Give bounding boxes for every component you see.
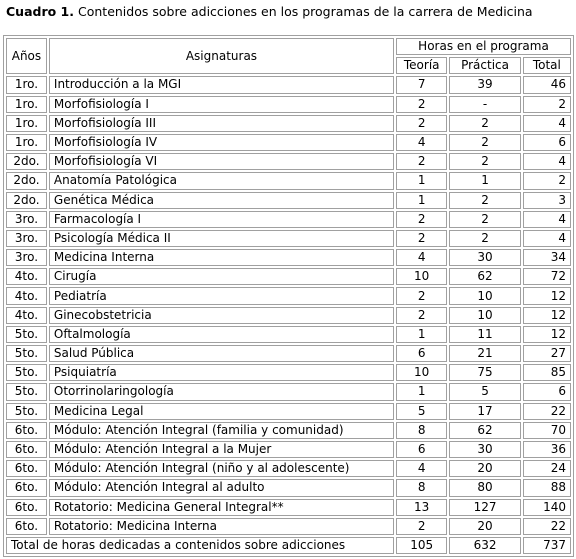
table-row [6,172,571,189]
cell-theory: 8 [396,479,447,496]
table-row [6,422,571,439]
table-row [6,307,571,324]
cell-subject: Ginecobstetricia [49,307,394,324]
table-row [6,153,571,170]
cell-subject: Módulo: Atención Integral (niño y al adolescente) [49,460,394,477]
cell-total: 70 [523,422,571,439]
table-row [6,249,571,266]
table-row [6,460,571,477]
cell-subject: Morfofisiología III [49,115,394,132]
table-row [6,441,571,458]
cell-practice: 2 [449,230,520,247]
cell-year: 3ro. [6,249,47,266]
cell-theory: 13 [396,499,447,516]
table-row [6,76,571,93]
table-row [6,287,571,304]
header-row-1 [6,38,571,55]
table-row [6,115,571,132]
header-subjects: Asignaturas [49,38,394,74]
cell-subject: Salud Pública [49,345,394,362]
table-row [6,518,571,535]
cell-practice: 2 [449,153,520,170]
cell-subject: Cirugía [49,268,394,285]
cell-total: 4 [523,153,571,170]
cell-total: 4 [523,211,571,228]
cell-practice: 30 [449,441,520,458]
cell-theory: 2 [396,153,447,170]
cell-year: 6to. [6,422,47,439]
cell-practice: 20 [449,518,520,535]
cell-theory: 4 [396,134,447,151]
cell-practice: 80 [449,479,520,496]
cell-theory: 2 [396,211,447,228]
cell-theory: 4 [396,460,447,477]
cell-total: 72 [523,268,571,285]
cell-year: 5to. [6,364,47,381]
cell-theory: 2 [396,518,447,535]
cell-year: 6to. [6,499,47,516]
cell-theory: 2 [396,115,447,132]
cell-practice: 2 [449,192,520,209]
header-years: Años [6,38,47,74]
cell-total: 2 [523,172,571,189]
cell-total: 85 [523,364,571,381]
cell-year: 2do. [6,172,47,189]
table-row [6,345,571,362]
cell-year: 5to. [6,345,47,362]
cell-year: 3ro. [6,211,47,228]
cell-total: 24 [523,460,571,477]
cell-practice: 2 [449,115,520,132]
cell-total: 34 [523,249,571,266]
cell-practice: 17 [449,403,520,420]
table-row [6,230,571,247]
table-row [6,499,571,516]
table-caption [6,2,533,22]
cell-year: 4to. [6,307,47,324]
cell-subject: Anatomía Patológica [49,172,394,189]
cell-theory: 7 [396,76,447,93]
cell-practice: 75 [449,364,520,381]
table-row [6,479,571,496]
cell-total: 36 [523,441,571,458]
cell-practice: 39 [449,76,520,93]
cell-subject: Pediatría [49,287,394,304]
cell-year: 4to. [6,287,47,304]
cell-theory: 5 [396,403,447,420]
cell-theory: 1 [396,172,447,189]
cell-subject: Morfofisiología VI [49,153,394,170]
cell-practice: 10 [449,287,520,304]
cell-subject: Introducción a la MGI [49,76,394,93]
footer-row [6,537,571,554]
cell-subject: Morfofisiología I [49,96,394,113]
cell-year: 4to. [6,268,47,285]
cell-subject: Medicina Interna [49,249,394,266]
cell-total: 88 [523,479,571,496]
table-row [6,134,571,151]
table-row [6,268,571,285]
cell-subject: Morfofisiología IV [49,134,394,151]
cell-subject: Farmacología I [49,211,394,228]
cell-practice: 30 [449,249,520,266]
cell-year: 1ro. [6,115,47,132]
cell-subject: Genética Médica [49,192,394,209]
footer-practice: 632 [449,537,520,554]
cell-subject: Módulo: Atención Integral (familia y comunidad) [49,422,394,439]
table-row [6,364,571,381]
cell-total: 22 [523,518,571,535]
cell-year: 1ro. [6,134,47,151]
cell-practice: 11 [449,326,520,343]
cell-practice: 20 [449,460,520,477]
cell-theory: 10 [396,268,447,285]
cell-year: 1ro. [6,76,47,93]
cell-subject: Módulo: Atención Integral al adulto [49,479,394,496]
cell-theory: 1 [396,326,447,343]
header-hours-group: Horas en el programa [396,38,571,55]
hours-table [3,35,574,557]
table-row [6,211,571,228]
cell-practice: 2 [449,134,520,151]
cell-total: 4 [523,115,571,132]
cell-practice: 62 [449,422,520,439]
cell-year: 5to. [6,403,47,420]
cell-total: 46 [523,76,571,93]
table-row [6,96,571,113]
cell-year: 2do. [6,192,47,209]
cell-total: 6 [523,134,571,151]
cell-practice: 127 [449,499,520,516]
table-body [6,76,571,535]
cell-practice: 1 [449,172,520,189]
cell-year: 6to. [6,441,47,458]
cell-year: 5to. [6,383,47,400]
header-total: Total [523,57,571,74]
table-row [6,326,571,343]
cell-year: 6to. [6,518,47,535]
table-row [6,192,571,209]
cell-practice: 21 [449,345,520,362]
cell-total: 4 [523,230,571,247]
cell-total: 22 [523,403,571,420]
cell-theory: 2 [396,230,447,247]
cell-theory: 2 [396,307,447,324]
cell-practice: - [449,96,520,113]
cell-total: 12 [523,287,571,304]
cell-year: 6to. [6,460,47,477]
cell-year: 1ro. [6,96,47,113]
cell-practice: 5 [449,383,520,400]
cell-subject: Rotatorio: Medicina Interna [49,518,394,535]
footer-total: 737 [523,537,571,554]
cell-theory: 2 [396,287,447,304]
cell-theory: 1 [396,192,447,209]
cell-theory: 2 [396,96,447,113]
footer-theory: 105 [396,537,447,554]
cell-theory: 8 [396,422,447,439]
header-theory: Teoría [396,57,447,74]
cell-total: 12 [523,307,571,324]
cell-subject: Rotatorio: Medicina General Integral** [49,499,394,516]
cell-total: 3 [523,192,571,209]
cell-theory: 6 [396,441,447,458]
cell-year: 3ro. [6,230,47,247]
footer-label: Total de horas dedicadas a contenidos sobre adicciones [6,537,394,554]
cell-total: 140 [523,499,571,516]
cell-subject: Psiquiatría [49,364,394,381]
caption-label: Cuadro 1. [6,4,75,19]
cell-practice: 2 [449,211,520,228]
cell-year: 2do. [6,153,47,170]
cell-subject: Otorrinolaringología [49,383,394,400]
cell-theory: 4 [396,249,447,266]
cell-total: 27 [523,345,571,362]
cell-theory: 1 [396,383,447,400]
cell-year: 5to. [6,326,47,343]
table-row [6,403,571,420]
cell-practice: 62 [449,268,520,285]
cell-total: 12 [523,326,571,343]
cell-year: 6to. [6,479,47,496]
cell-total: 2 [523,96,571,113]
cell-total: 6 [523,383,571,400]
cell-theory: 6 [396,345,447,362]
caption-text: Contenidos sobre adicciones en los programas de la carrera de Medicina [78,4,533,19]
cell-practice: 10 [449,307,520,324]
table-row [6,383,571,400]
cell-subject: Oftalmología [49,326,394,343]
cell-subject: Medicina Legal [49,403,394,420]
cell-theory: 10 [396,364,447,381]
cell-subject: Módulo: Atención Integral a la Mujer [49,441,394,458]
header-practice: Práctica [449,57,520,74]
cell-subject: Psicología Médica II [49,230,394,247]
